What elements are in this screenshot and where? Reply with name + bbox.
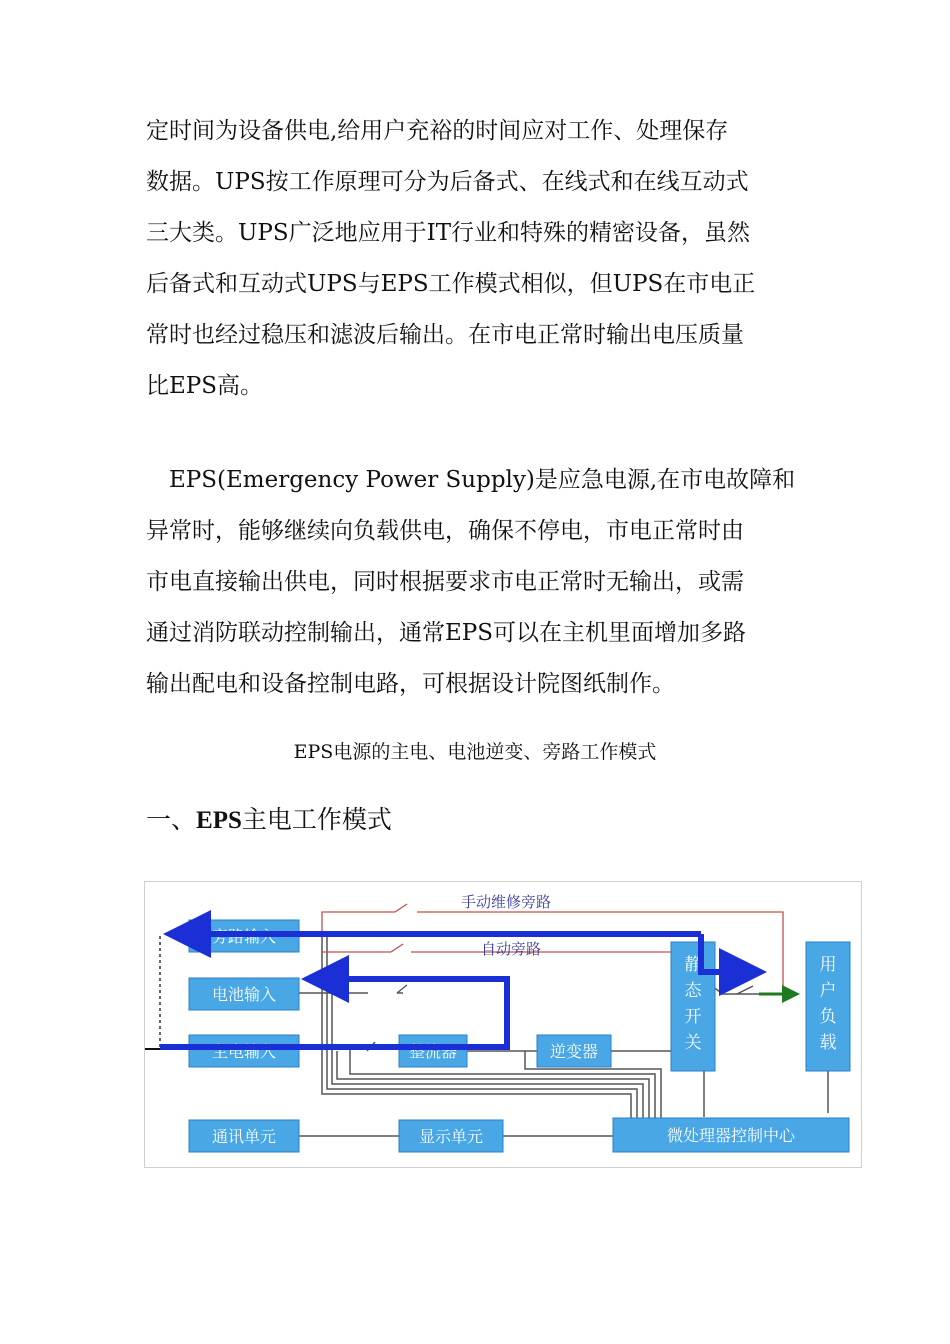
block-label: 户: [819, 981, 837, 1001]
block-label: 逆变器: [549, 1042, 599, 1061]
block-label: 用: [819, 955, 837, 975]
figure-caption: EPS电源的主电、电池逆变、旁路工作模式: [293, 741, 657, 763]
block-display-unit: [399, 1120, 503, 1152]
block-battery-input: [189, 978, 299, 1010]
block-label: 主电输入: [211, 1042, 277, 1061]
paragraph-eps: [146, 455, 806, 710]
block-label: 载: [819, 1033, 837, 1053]
text-line: EPS(Emergency Power Supply)是应急电源,在市电故障和: [146, 467, 796, 493]
block-label: 态: [684, 981, 702, 1001]
paragraph-ups: [146, 106, 806, 412]
text-line: 输出配电和设备控制电路，可根据设计院图纸制作。: [146, 671, 675, 697]
block-label: 静: [684, 955, 702, 975]
heading-prefix: 一、: [146, 805, 197, 834]
block-static-switch: [671, 942, 715, 1071]
text-line: 数据。UPS按工作原理可分为后备式、在线式和在线互动式: [146, 169, 749, 195]
block-mcu-center: [613, 1118, 849, 1152]
eps-mode-diagram: [144, 881, 862, 1168]
heading-suffix: 主电工作模式: [241, 805, 392, 834]
block-label: 电池输入: [211, 985, 277, 1004]
block-label: 开: [684, 1007, 702, 1027]
block-label: 整流器: [408, 1042, 458, 1061]
block-inverter: [537, 1035, 611, 1067]
diagram-svg: [145, 882, 861, 1167]
block-label: 旁路输入: [211, 927, 277, 946]
block-label: 关: [684, 1033, 702, 1053]
text-line: 异常时，能够继续向负载供电，确保不停电，市电正常时由: [146, 518, 744, 544]
block-label: 显示单元: [418, 1127, 484, 1146]
text-line: 市电直接输出供电，同时根据要求市电正常时无输出，或需: [146, 569, 744, 595]
block-label: 通讯单元: [211, 1127, 277, 1146]
block-user-load: [806, 942, 850, 1071]
text-line: 三大类。UPS广泛地应用于IT行业和特殊的精密设备，虽然: [146, 220, 751, 246]
label-auto-bypass: 自动旁路: [481, 940, 542, 958]
text-line: 通过消防联动控制输出，通常EPS可以在主机里面增加多路: [146, 620, 747, 646]
text-line: 常时也经过稳压和滤波后输出。在市电正常时输出电压质量: [146, 322, 744, 348]
block-rectifier: [399, 1035, 467, 1067]
block-comm-unit: [189, 1120, 299, 1152]
label-manual-bypass: 手动维修旁路: [461, 893, 552, 911]
text-line: 比EPS高。: [146, 373, 264, 399]
heading-bold: EPS: [196, 807, 242, 834]
text-line: 后备式和互动式UPS与EPS工作模式相似，但UPS在市电正: [146, 271, 756, 297]
block-label: 微处理器控制中心: [666, 1126, 796, 1145]
section-heading: [146, 800, 392, 841]
block-mains-input: [189, 1035, 299, 1067]
text-line: 定时间为设备供电,给用户充裕的时间应对工作、处理保存: [146, 118, 729, 144]
block-label: 负: [819, 1007, 837, 1027]
